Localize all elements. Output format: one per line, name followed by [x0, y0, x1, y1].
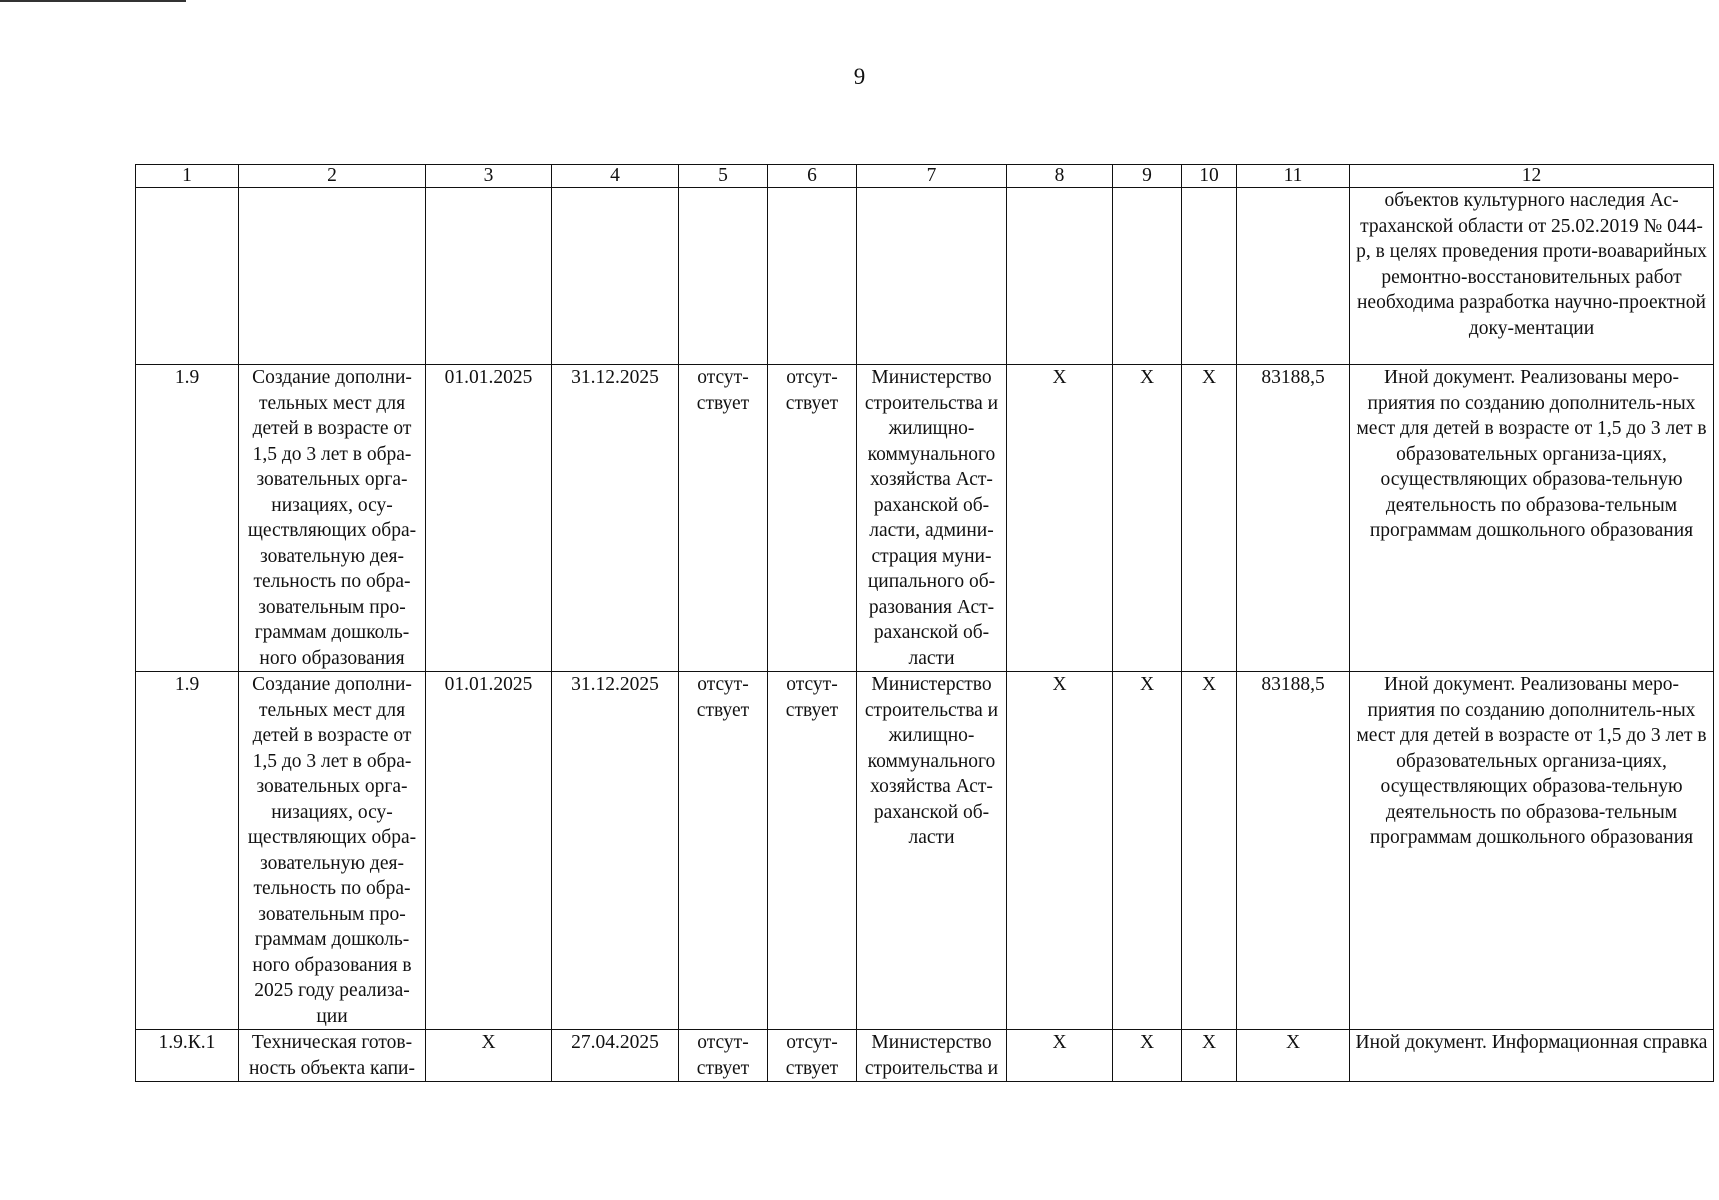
col8-value: Х [1007, 672, 1113, 1030]
scan-edge-line [0, 0, 186, 2]
continuation-document-text: объектов культурного наследия Ас-траханской области от 25.02.2019 № 044-р, в целях проведения проти-воаварийных ремонтно-восстановительных работ необходима разработка научно-проектной доку-ментации [1350, 188, 1714, 365]
end-date: 31.12.2025 [552, 365, 679, 672]
col10-value: Х [1182, 365, 1237, 672]
responsible-executor: Министерство строительства и [857, 1030, 1007, 1082]
end-date: 31.12.2025 [552, 672, 679, 1030]
start-date: Х [426, 1030, 552, 1082]
empty-cell [426, 188, 552, 365]
empty-cell [1237, 188, 1350, 365]
col6-value: отсут-ствует [768, 672, 857, 1030]
responsible-executor: Министерство строительства и жилищно-коммунального хозяйства Аст-раханской об-ласти [857, 672, 1007, 1030]
measure-name: Техническая готов-ность объекта капи- [239, 1030, 426, 1082]
column-header: 11 [1237, 165, 1350, 188]
col9-value: Х [1113, 1030, 1182, 1082]
empty-cell [679, 188, 768, 365]
column-header: 3 [426, 165, 552, 188]
column-header: 4 [552, 165, 679, 188]
column-header: 12 [1350, 165, 1714, 188]
measure-name: Создание дополни-тельных мест для детей в возрасте от 1,5 до 3 лет в обра-зовательных орга-низациях, осу-ществляющих обра-зовательную дея-тельность по обра-зовательным про-граммам дошколь-ного образования в 2025 году реализа-ции [239, 672, 426, 1030]
col5-value: отсут-ствует [679, 672, 768, 1030]
col5-value: отсут-ствует [679, 1030, 768, 1082]
col8-value: Х [1007, 365, 1113, 672]
responsible-executor: Министерство строительства и жилищно-коммунального хозяйства Аст-раханской об-ласти, админи-страция муни-ципального об-разования Аст-раханской об-ласти [857, 365, 1007, 672]
column-header: 2 [239, 165, 426, 188]
empty-cell [239, 188, 426, 365]
start-date: 01.01.2025 [426, 365, 552, 672]
column-header: 7 [857, 165, 1007, 188]
table-row [136, 365, 1714, 672]
plan-table [135, 164, 1714, 1082]
empty-cell [1113, 188, 1182, 365]
empty-cell [768, 188, 857, 365]
empty-cell [857, 188, 1007, 365]
column-header: 10 [1182, 165, 1237, 188]
funding-amount: 83188,5 [1237, 672, 1350, 1030]
row-number: 1.9 [136, 672, 239, 1030]
table-row [136, 1030, 1714, 1082]
col10-value: Х [1182, 672, 1237, 1030]
column-header: 1 [136, 165, 239, 188]
col6-value: отсут-ствует [768, 1030, 857, 1082]
col8-value: Х [1007, 1030, 1113, 1082]
empty-cell [1182, 188, 1237, 365]
col6-value: отсут-ствует [768, 365, 857, 672]
empty-cell [1007, 188, 1113, 365]
col5-value: отсут-ствует [679, 365, 768, 672]
col9-value: Х [1113, 365, 1182, 672]
column-header: 9 [1113, 165, 1182, 188]
col9-value: Х [1113, 672, 1182, 1030]
empty-cell [136, 188, 239, 365]
continuation-row [136, 188, 1714, 365]
result-document: Иной документ. Информационная справка [1350, 1030, 1714, 1082]
measure-name: Создание дополни-тельных мест для детей в возрасте от 1,5 до 3 лет в обра-зовательных орга-низациях, осу-ществляющих обра-зовательную дея-тельность по обра-зовательным про-граммам дошколь-ного образования [239, 365, 426, 672]
column-header: 6 [768, 165, 857, 188]
start-date: 01.01.2025 [426, 672, 552, 1030]
column-header: 5 [679, 165, 768, 188]
empty-cell [552, 188, 679, 365]
result-document: Иной документ. Реализованы меро-приятия по созданию дополнитель-ных мест для детей в возрасте от 1,5 до 3 лет в образовательных организа-циях, осуществляющих образова-тельную деятельность по образова-тельным программам дошкольного образования [1350, 365, 1714, 672]
result-document: Иной документ. Реализованы меро-приятия по созданию дополнитель-ных мест для детей в возрасте от 1,5 до 3 лет в образовательных организа-циях, осуществляющих образова-тельную деятельность по образова-тельным программам дошкольного образования [1350, 672, 1714, 1030]
table-row [136, 672, 1714, 1030]
row-number: 1.9.К.1 [136, 1030, 239, 1082]
funding-amount: Х [1237, 1030, 1350, 1082]
end-date: 27.04.2025 [552, 1030, 679, 1082]
funding-amount: 83188,5 [1237, 365, 1350, 672]
page-number: 9 [853, 64, 866, 89]
column-number-row [136, 165, 1714, 188]
row-number: 1.9 [136, 365, 239, 672]
col10-value: Х [1182, 1030, 1237, 1082]
column-header: 8 [1007, 165, 1113, 188]
